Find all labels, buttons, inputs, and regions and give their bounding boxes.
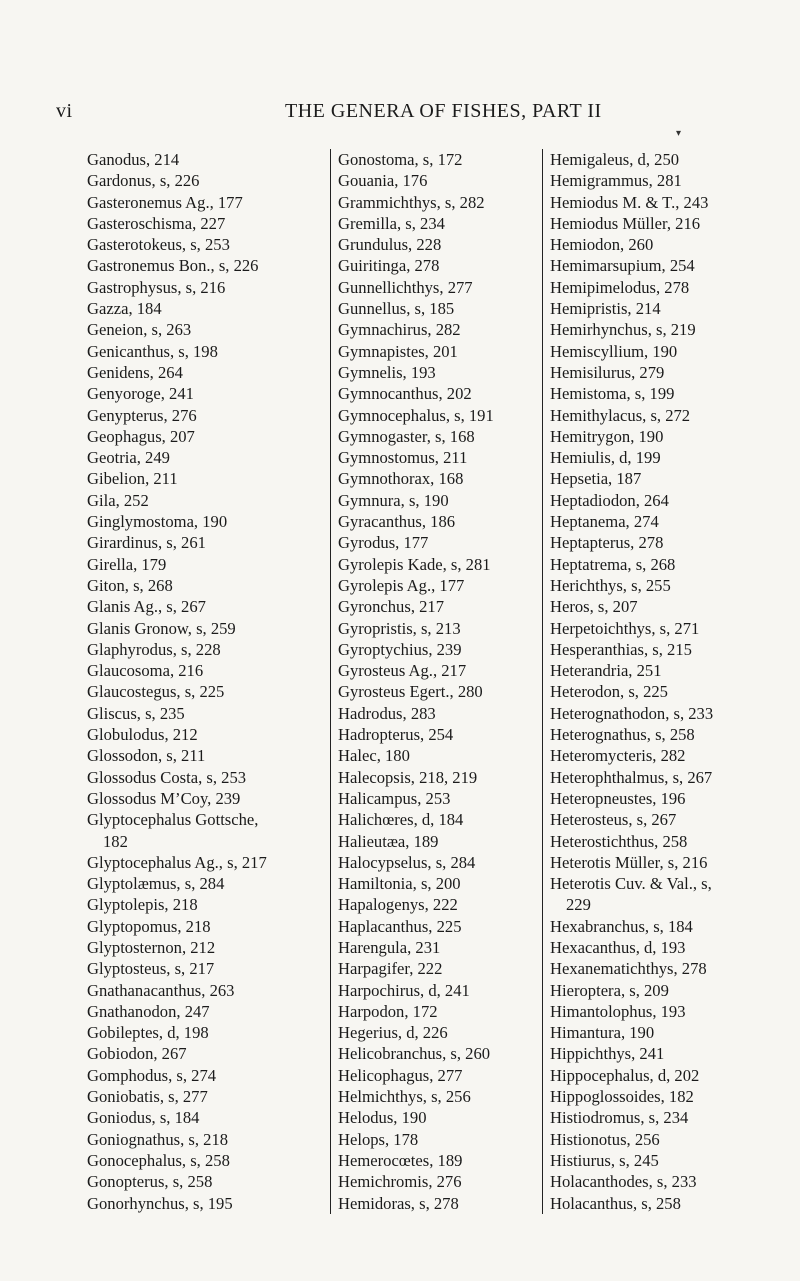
index-entry: Hemipristis, 214	[550, 299, 661, 319]
index-entry: Hemidoras, s, 278	[338, 1193, 459, 1213]
index-entry: 229	[566, 895, 591, 915]
index-entry: Gouania, 176	[338, 171, 428, 191]
index-entry: Giton, s, 268	[87, 575, 173, 595]
index-entry: Gunnellus, s, 185	[338, 299, 455, 319]
index-entry: Glyptocephalus Ag., s, 217	[87, 852, 267, 872]
index-entry: Gasteronemus Ag., 177	[87, 192, 243, 212]
index-entry: Glaucosoma, 216	[87, 661, 204, 681]
index-entry: Glanis Ag., s, 267	[87, 597, 206, 617]
index-entry: Ginglymostoma, 190	[87, 512, 228, 532]
index-entry: Glossodus Costa, s, 253	[87, 767, 247, 787]
index-entry: Gasterotokeus, s, 253	[87, 235, 230, 255]
index-entry: Hepsetia, 187	[550, 469, 642, 489]
index-entry: Glyptocephalus Gottsche,	[87, 810, 259, 830]
index-entry: Gnathanacanthus, 263	[87, 980, 235, 1000]
index-entry: 182	[103, 831, 128, 851]
index-entry: Heterotis Müller, s, 216	[550, 852, 708, 872]
index-entry: Gymnocephalus, s, 191	[338, 405, 494, 425]
index-entry: Helodus, 190	[338, 1108, 427, 1128]
index-entry: Hadrodus, 283	[338, 703, 436, 723]
index-entry: Gonorhynchus, s, 195	[87, 1193, 233, 1213]
index-entry: Hippoglossoides, 182	[550, 1087, 694, 1107]
index-entry: Gyrodus, 177	[338, 533, 429, 553]
index-entry: Heptatrema, s, 268	[550, 554, 676, 574]
index-entry: Hexacanthus, d, 193	[550, 937, 686, 957]
index-entry: Harengula, 231	[338, 937, 441, 957]
index-entry: Hippichthys, 241	[550, 1044, 665, 1064]
index-entry: Helmichthys, s, 256	[338, 1087, 471, 1107]
index-entry: Gyrolepis Kade, s, 281	[338, 554, 491, 574]
index-entry: Gomphodus, s, 274	[87, 1065, 217, 1085]
index-entry: Gymnostomus, 211	[338, 448, 468, 468]
index-entry: Heterosteus, s, 267	[550, 810, 677, 830]
index-entry: Heptapterus, 278	[550, 533, 664, 553]
index-entry: Gastrophysus, s, 216	[87, 277, 226, 297]
index-entry: Hemiscyllium, 190	[550, 341, 678, 361]
index-entry: Hexabranchus, s, 184	[550, 916, 693, 936]
index-entry: Hemigaleus, d, 250	[550, 150, 680, 169]
index-entry: Gymnura, s, 190	[338, 490, 449, 510]
index-entry: Gyracanthus, 186	[338, 512, 456, 532]
index-entry: Gymnapistes, 201	[338, 341, 458, 361]
index-entry: Glanis Gronow, s, 259	[87, 618, 236, 638]
index-entry: Heterotis Cuv. & Val., s,	[550, 874, 712, 894]
page-number: vi	[56, 100, 73, 122]
index-entry: Glyptolæmus, s, 284	[87, 874, 225, 894]
index-entry: Herpetoichthys, s, 271	[550, 618, 700, 638]
index-entry: Gastronemus Bon., s, 226	[87, 256, 259, 276]
index-entry: Heptanema, 274	[550, 512, 659, 532]
index-entry: Hegerius, d, 226	[338, 1023, 448, 1043]
index-column-2	[330, 149, 543, 1214]
index-entry: Himantolophus, 193	[550, 1001, 686, 1021]
index-entry: Hemiodus Müller, 216	[550, 213, 701, 233]
index-entry: Geneion, s, 263	[87, 320, 192, 340]
index-entry: Hemitrygon, 190	[550, 426, 664, 446]
index-entry: Grundulus, 228	[338, 235, 442, 255]
index-entry: Hemistoma, s, 199	[550, 384, 675, 404]
index-entry: Glaucostegus, s, 225	[87, 682, 225, 702]
index-entry: Gunnellichthys, 277	[338, 277, 473, 297]
index-entry: Girella, 179	[87, 554, 167, 574]
index-entry: Helops, 178	[338, 1129, 419, 1149]
index-entry: Gonopterus, s, 258	[87, 1172, 213, 1192]
index-entry: Goniognathus, s, 218	[87, 1129, 229, 1149]
index-entry: Hesperanthias, s, 215	[550, 639, 692, 659]
index-entry: Harpodon, 172	[338, 1001, 438, 1021]
index-entry: Harpochirus, d, 241	[338, 980, 470, 1000]
index-entry: Holacanthus, s, 258	[550, 1193, 681, 1213]
index-entry: Halec, 180	[338, 746, 410, 766]
index-entry: Genypterus, 276	[87, 405, 197, 425]
index-entry: Glyptosternon, 212	[87, 937, 216, 957]
index-entry: Gyrosteus Ag., 217	[338, 661, 467, 681]
index-entry: Glossodon, s, 211	[87, 746, 206, 766]
index-entry: Gonostoma, s, 172	[338, 150, 463, 169]
index-entry: Halecopsis, 218, 219	[338, 767, 478, 787]
index-entry: Herichthys, s, 255	[550, 575, 671, 595]
index-entry: Himantura, 190	[550, 1023, 655, 1043]
index-entry: Gymnachirus, 282	[338, 320, 461, 340]
index-entry: Hemiodus M. & T., 243	[550, 192, 709, 212]
index-entry: Heterandria, 251	[550, 661, 662, 681]
index-entry: Guiritinga, 278	[338, 256, 440, 276]
index-entry: Gardonus, s, 226	[87, 171, 200, 191]
index-entry: Gremilla, s, 234	[338, 213, 445, 233]
index-entry: Hemigrammus, 281	[550, 171, 682, 191]
index-entry: Histiurus, s, 245	[550, 1150, 659, 1170]
index-entry: Gobiodon, 267	[87, 1044, 187, 1064]
index-entry: Gymnocanthus, 202	[338, 384, 472, 404]
index-entry: Glossodus M’Coy, 239	[87, 788, 241, 808]
index-entry: Girardinus, s, 261	[87, 533, 206, 553]
index-entry: Gyrosteus Egert., 280	[338, 682, 483, 702]
index-entry: Heteropneustes, 196	[550, 788, 686, 808]
index-entry: Gyrolepis Ag., 177	[338, 575, 465, 595]
index-entry: Heteromycteris, 282	[550, 746, 686, 766]
index-entry: Glaphyrodus, s, 228	[87, 639, 221, 659]
index-entry: Glyptolepis, 218	[87, 895, 198, 915]
index-entry: Histionotus, 256	[550, 1129, 660, 1149]
index-column-3	[542, 149, 765, 1214]
index-entry: Genyoroge, 241	[87, 384, 194, 404]
index-entry: Halocypselus, s, 284	[338, 852, 476, 872]
index-entry: Halieutæa, 189	[338, 831, 439, 851]
index-entry: Geotria, 249	[87, 448, 170, 468]
index-entry: Gila, 252	[87, 490, 149, 510]
ink-speck: ▾	[676, 128, 682, 139]
index-entry: Gobileptes, d, 198	[87, 1023, 209, 1043]
index-entry: Goniobatis, s, 277	[87, 1087, 208, 1107]
index-entry: Heros, s, 207	[550, 597, 638, 617]
index-entry: Ganodus, 214	[87, 150, 180, 169]
index-entry: Glyptopomus, 218	[87, 916, 211, 936]
index-entry: Hemerocœtes, 189	[338, 1150, 463, 1170]
index-entry: Gibelion, 211	[87, 469, 178, 489]
index-entry: Heterostichthus, 258	[550, 831, 688, 851]
index-entry: Helicobranchus, s, 260	[338, 1044, 491, 1064]
index-entry: Hemiodon, 260	[550, 235, 654, 255]
index-entry: Hemichromis, 276	[338, 1172, 462, 1192]
index-entry: Hemipimelodus, 278	[550, 277, 690, 297]
index-entry: Globulodus, 212	[87, 725, 198, 745]
index-entry: Genidens, 264	[87, 362, 183, 382]
page-header	[0, 100, 800, 130]
index-entry: Grammichthys, s, 282	[338, 192, 485, 212]
index-entry: Gymnelis, 193	[338, 362, 436, 382]
index-entry: Heterognathus, s, 258	[550, 725, 695, 745]
index-entry: Hapalogenys, 222	[338, 895, 458, 915]
index-entry: Gonocephalus, s, 258	[87, 1150, 230, 1170]
index-entry: Halichœres, d, 184	[338, 810, 464, 830]
index-entry: Genicanthus, s, 198	[87, 341, 218, 361]
index-entry: Hexanematichthys, 278	[550, 959, 707, 979]
index-entry: Gnathanodon, 247	[87, 1001, 210, 1021]
index-entry: Heterodon, s, 225	[550, 682, 668, 702]
index-entry: Gazza, 184	[87, 299, 162, 319]
index-entry: Heterophthalmus, s, 267	[550, 767, 713, 787]
running-title: THE GENERA OF FISHES, PART II	[285, 100, 602, 122]
index-entry: Gyropristis, s, 213	[338, 618, 461, 638]
index-entry: Hemithylacus, s, 272	[550, 405, 691, 425]
index-entry: Gymnothorax, 168	[338, 469, 464, 489]
index-entry: Halicampus, 253	[338, 788, 451, 808]
index-entry: Gyronchus, 217	[338, 597, 445, 617]
index-entry: Hemimarsupium, 254	[550, 256, 695, 276]
index-entry: Heterognathodon, s, 233	[550, 703, 714, 723]
index-entry: Hamiltonia, s, 200	[338, 874, 461, 894]
index-entry: Histiodromus, s, 234	[550, 1108, 689, 1128]
index-entry: Gasteroschisma, 227	[87, 213, 226, 233]
index-column-1	[87, 149, 317, 1214]
index-entry: Hemiulis, d, 199	[550, 448, 661, 468]
index-entry: Hemisilurus, 279	[550, 362, 665, 382]
index-entry: Haplacanthus, 225	[338, 916, 462, 936]
index-entry: Gymnogaster, s, 168	[338, 426, 475, 446]
index-entry: Hippocephalus, d, 202	[550, 1065, 700, 1085]
index-entry: Gliscus, s, 235	[87, 703, 185, 723]
index-entry: Glyptosteus, s, 217	[87, 959, 215, 979]
index-entry: Hemirhynchus, s, 219	[550, 320, 696, 340]
index-entry: Holacanthodes, s, 233	[550, 1172, 697, 1192]
index-entry: Helicophagus, 277	[338, 1065, 463, 1085]
index-entry: Gyroptychius, 239	[338, 639, 462, 659]
index-entry: Geophagus, 207	[87, 426, 195, 446]
index-entry: Hieroptera, s, 209	[550, 980, 669, 1000]
index-entry: Hadropterus, 254	[338, 725, 454, 745]
index-entry: Harpagifer, 222	[338, 959, 443, 979]
index-entry: Heptadiodon, 264	[550, 490, 669, 510]
index-entry: Goniodus, s, 184	[87, 1108, 200, 1128]
